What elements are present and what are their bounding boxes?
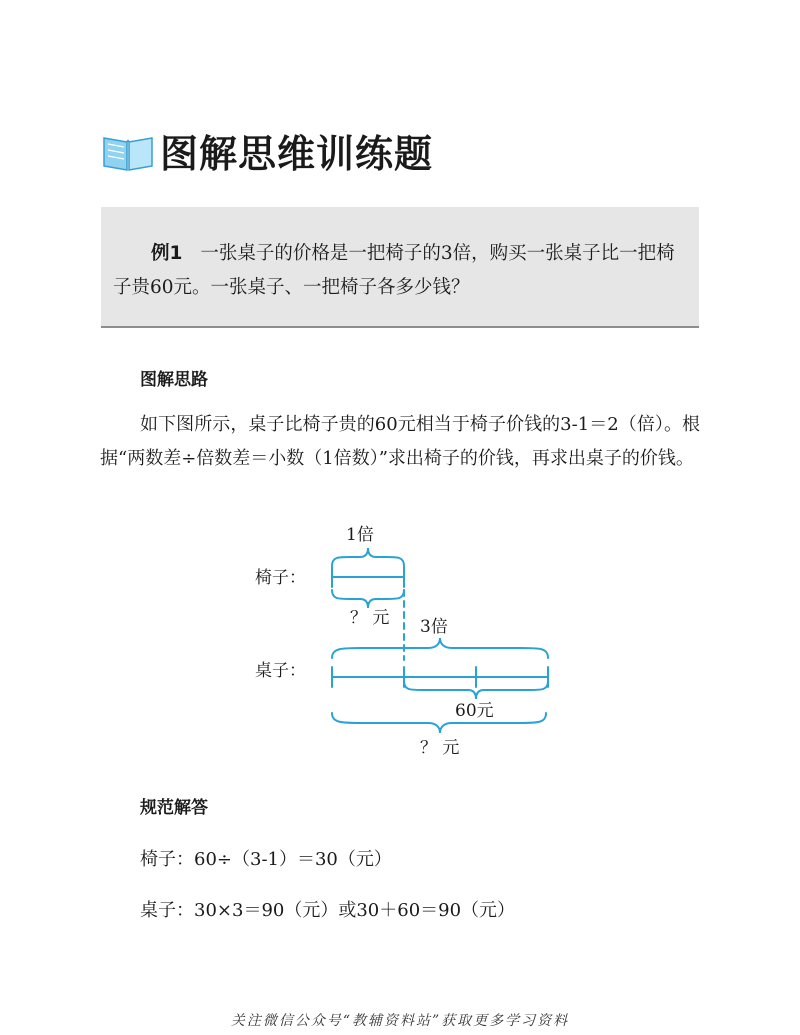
section-heading — [100, 122, 433, 178]
solution-title: 规范解答 — [140, 798, 208, 818]
chair-price-label: ？ 元 — [350, 608, 390, 628]
example-text — [113, 237, 693, 305]
desk-label: 桌子： — [255, 661, 306, 681]
three-times-label: 3倍 — [420, 617, 448, 637]
desk-answer: 桌子：30×3＝90（元）或30＋60＝90（元） — [140, 900, 516, 921]
one-times-label: 1倍 — [346, 525, 374, 545]
desk-price-label: ？ 元 — [420, 738, 460, 758]
example-question: 一张桌子的价格是一把椅子的3倍，购买一张桌子比一把椅子贵60元。一张桌子、一把椅子各多少钱？ — [113, 243, 675, 298]
book-icon — [100, 126, 156, 174]
footer-note: 关注微信公众号“教辅资料站”获取更多学习资料 — [230, 1013, 570, 1029]
difference-label: 60元 — [455, 701, 494, 721]
example-label: 例1 — [151, 243, 183, 264]
example-box — [101, 207, 699, 328]
analysis-text: 如下图所示，桌子比椅子贵的60元相当于椅子价钱的3-1＝2（倍）。根据“两数差÷倍数差＝小数（1倍数）”求出椅子的价钱，再求出桌子的价钱。 — [100, 414, 700, 469]
analysis-paragraph — [100, 408, 700, 476]
chair-label: 椅子： — [255, 568, 306, 588]
analysis-title: 图解思路 — [140, 370, 208, 390]
chair-answer: 椅子：60÷（3-1）＝30（元） — [140, 849, 392, 870]
page-title: 图解思维训练题 — [160, 131, 434, 176]
